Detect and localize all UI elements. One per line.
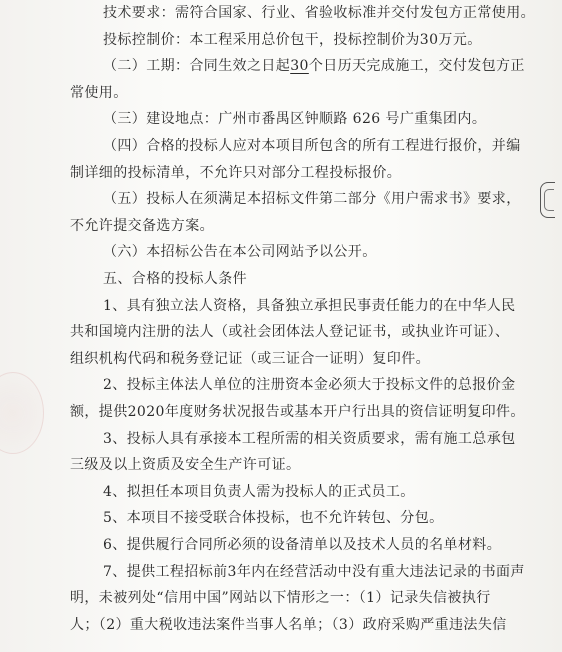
- duration-prefix: （二）工期：合同生效之日起: [103, 58, 291, 75]
- text-line-condition-1-cont-b: 组织机构代码和税务登记证（或三证合一证明）复印件。: [70, 350, 430, 367]
- text-line-condition-2: 2、投标主体法人单位的注册资本金必须大于投标文件的总报价金: [103, 377, 516, 394]
- duration-days: 30: [290, 58, 309, 75]
- text-line-no-alternative: 不允许提交备选方案。: [70, 217, 214, 234]
- text-line-duration-cont: 常使用。: [70, 84, 128, 101]
- text-line-construction-site: （三）建设地点：广州市番禺区钟顺路 626 号广重集团内。: [103, 111, 487, 128]
- binder-clip-icon: [540, 182, 555, 218]
- text-line-condition-6: 6、提供履行合同所必须的设备清单以及技术人员的名单材料。: [103, 537, 502, 553]
- text-line-technical-requirements: 技术要求：需符合国家、行业、省验收标准并交付发包方正常使用。: [103, 5, 535, 21]
- text-line-condition-7-cont-b: 人；（2）重大税收违法案件当事人名单；（3）政府采购严重违法失信: [70, 616, 507, 633]
- text-line-condition-3: 3、投标人具有承接本工程所需的相关资质要求，需有施工总承包: [103, 430, 516, 447]
- text-line-condition-7-cont-a: 明，未被列处“信用中国”网站以下情形之一：（1）记录失信被执行: [70, 590, 491, 607]
- text-line-bidder-quote-cont: 制详细的投标清单，不允许只对部分工程投标报价。: [70, 164, 402, 181]
- text-line-condition-1: 1、具有独立法人资格，具备独立承担民事责任能力的在中华人民: [103, 297, 516, 314]
- text-line-bidder-quote: （四）合格的投标人应对本项目所包含的所有工程进行报价，并编: [103, 138, 521, 154]
- text-line-condition-4: 4、拟担任本项目负责人需为投标人的正式员工。: [103, 483, 415, 500]
- text-line-condition-1-cont-a: 共和国境内注册的法人（或社会团体法人登记证书，或执业许可证）、: [70, 324, 510, 341]
- section-heading-bidder-conditions: 五、合格的投标人条件: [103, 271, 247, 287]
- faint-stamp-mark: [0, 372, 44, 454]
- text-line-public-notice: （六）本招标公告在本公司网站予以公开。: [103, 244, 377, 261]
- text-line-condition-2-cont: 额，提供2020年度财务状况报告或基本开户行出具的资信证明复印件。: [70, 404, 525, 420]
- text-line-duration: [103, 56, 525, 76]
- text-line-condition-3-cont: 三级及以上资质及安全生产许可证。: [70, 457, 301, 474]
- text-line-user-requirements: （五）投标人在须满足本招标文件第二部分《用户需求书》要求，: [103, 191, 521, 208]
- text-line-bid-control-price: 投标控制价：本工程采用总价包干，投标控制价为30万元。: [103, 31, 482, 48]
- duration-suffix: 个日历天完成施工，交付发包方正: [308, 58, 525, 75]
- text-line-condition-5: 5、本项目不接受联合体投标，也不允许转包、分包。: [103, 510, 444, 527]
- text-line-condition-7: 7、提供工程招标前3年内在经营活动中没有重大违法记录的书面声: [103, 563, 525, 580]
